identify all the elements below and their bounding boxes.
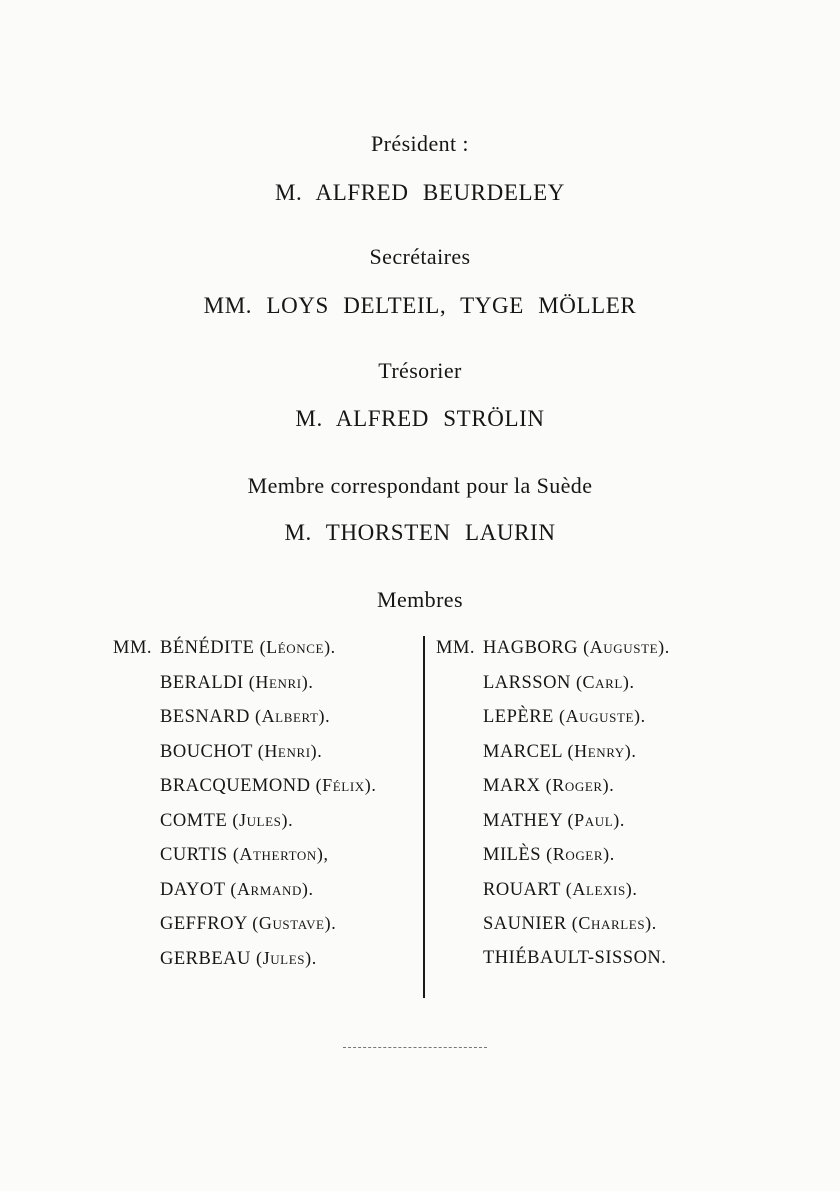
members-right-column — [436, 630, 670, 975]
member-surname: SAUNIER — [483, 914, 567, 934]
member-surname: THIÉBAULT-SISSON. — [483, 947, 667, 968]
closing-rule — [343, 1047, 487, 1048]
tresorier-label: Trésorier — [378, 358, 462, 383]
member-surname: BOUCHOT — [160, 741, 253, 762]
secretaires-label: Secrétaires — [369, 244, 471, 269]
member-given-name: (Alexis). — [565, 878, 638, 899]
member-surname: DAYOT — [160, 879, 226, 900]
column-divider — [423, 636, 425, 998]
member-surname: CURTIS — [160, 845, 228, 865]
member-surname: BESNARD — [160, 707, 250, 727]
member-given-name: (Henry). — [567, 740, 637, 761]
member-given-name: (Auguste). — [558, 706, 646, 726]
members-prefix: MM. — [436, 638, 476, 658]
member-surname: MILÈS — [483, 845, 541, 865]
member-entry — [113, 768, 376, 803]
member-given-name: (Auguste). — [583, 637, 670, 657]
secretaires-names: MM. LOYS DELTEIL, TYGE MÖLLER — [203, 293, 637, 318]
member-surname: BÉNÉDITE — [160, 638, 255, 658]
member-entry — [113, 699, 376, 734]
member-entry — [436, 872, 670, 907]
member-surname: GERBEAU — [160, 948, 251, 969]
member-entry — [436, 906, 670, 941]
member-entry — [113, 665, 376, 700]
member-entry — [436, 837, 670, 872]
member-entry — [436, 734, 670, 769]
correspondant-name: M. THORSTEN LAURIN — [284, 520, 556, 545]
member-surname: BRACQUEMOND — [160, 776, 311, 796]
member-surname: ROUART — [483, 879, 561, 900]
member-surname: LEPÈRE — [483, 707, 554, 727]
member-entry — [436, 941, 670, 976]
member-given-name: (Henri). — [248, 671, 314, 692]
member-surname: MARX — [483, 776, 541, 796]
member-entry — [113, 872, 376, 907]
correspondant-label: Membre correspondant pour la Suède — [247, 473, 593, 498]
member-given-name: (Léonce). — [259, 637, 336, 657]
member-entry — [113, 837, 376, 872]
member-entry — [436, 768, 670, 803]
member-given-name: (Roger). — [546, 844, 615, 864]
member-given-name: (Armand). — [230, 878, 314, 899]
member-entry — [113, 630, 376, 665]
member-surname: LARSSON — [483, 672, 571, 693]
member-given-name: (Félix). — [315, 775, 377, 795]
member-surname: COMTE — [160, 810, 228, 831]
tresorier-name: M. ALFRED STRÖLIN — [295, 406, 545, 431]
member-surname: MATHEY — [483, 810, 563, 831]
members-left-column — [113, 630, 376, 975]
member-entry — [113, 803, 376, 838]
member-given-name: (Gustave). — [252, 913, 337, 933]
member-entry — [436, 699, 670, 734]
members-prefix: MM. — [113, 638, 153, 658]
member-given-name: (Jules). — [232, 809, 294, 830]
member-given-name: (Charles). — [571, 913, 657, 933]
member-entry — [113, 941, 376, 976]
member-given-name: (Atherton), — [232, 844, 329, 864]
member-surname: GEFFROY — [160, 914, 248, 934]
member-surname: HAGBORG — [483, 638, 578, 658]
membres-label: Membres — [377, 587, 463, 612]
member-surname: BERALDI — [160, 672, 244, 693]
member-given-name: (Paul). — [567, 809, 625, 830]
member-surname: MARCEL — [483, 741, 563, 762]
member-entry — [436, 803, 670, 838]
member-given-name: (Henri). — [257, 740, 323, 761]
member-entry — [436, 665, 670, 700]
member-given-name: (Albert). — [254, 706, 331, 726]
member-given-name: (Jules). — [256, 947, 317, 968]
president-label: Président : — [371, 131, 469, 156]
member-entry — [113, 734, 376, 769]
member-entry — [436, 630, 670, 665]
member-given-name: (Carl). — [575, 671, 635, 692]
president-name: M. ALFRED BEURDELEY — [275, 180, 565, 205]
member-given-name: (Roger). — [545, 775, 615, 795]
member-entry — [113, 906, 376, 941]
